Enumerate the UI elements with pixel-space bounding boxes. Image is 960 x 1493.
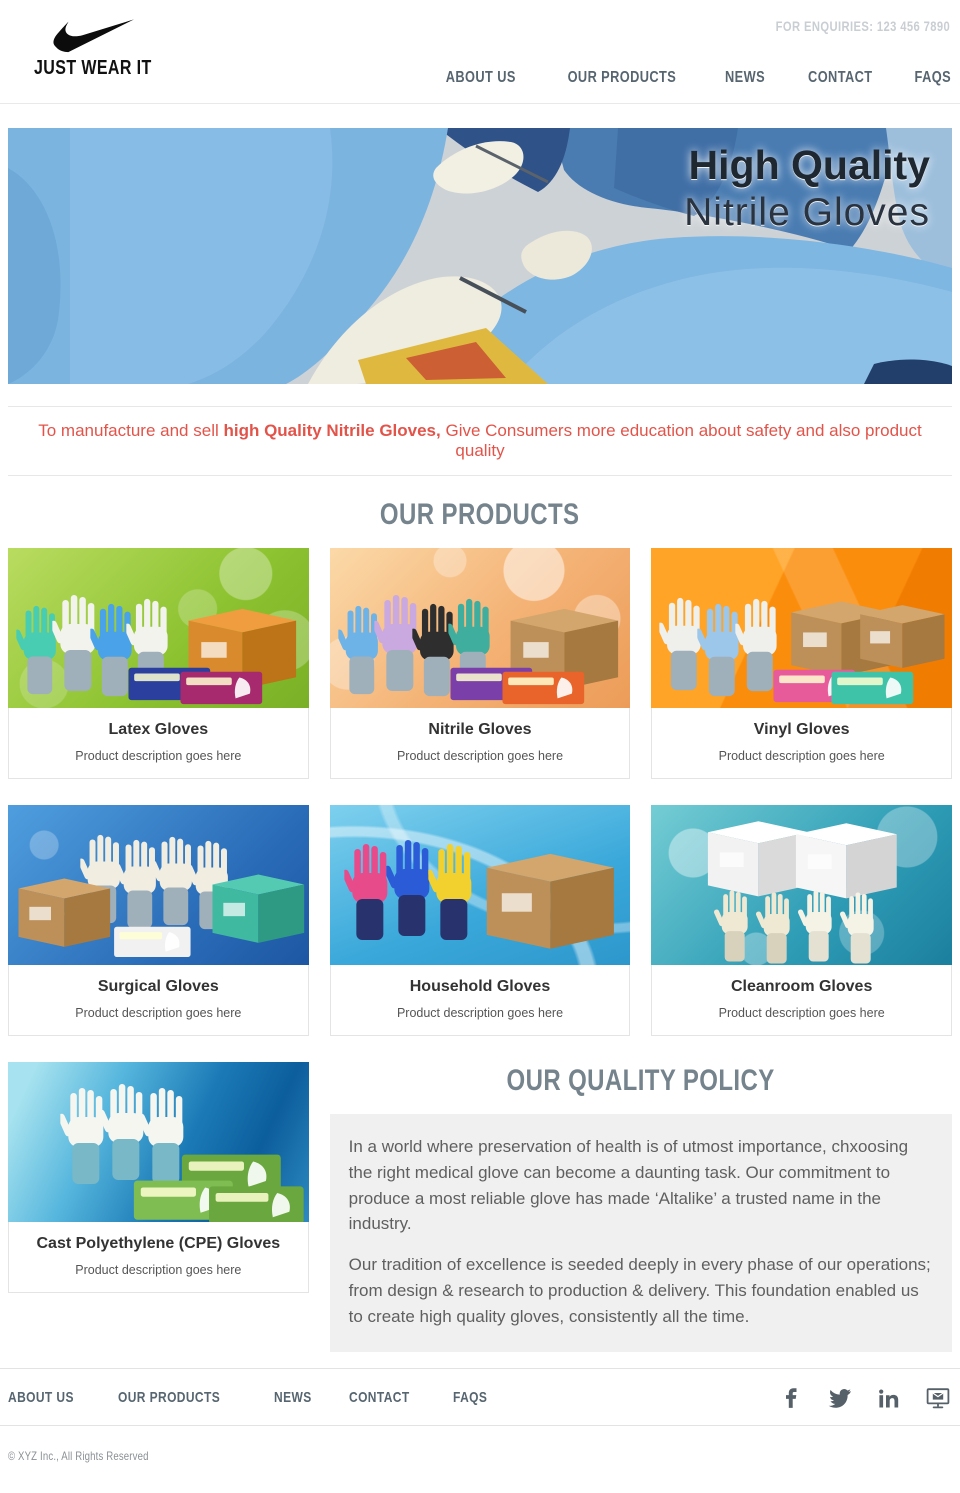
tagline-bar — [8, 406, 952, 476]
nav-about-us[interactable]: ABOUT US — [445, 69, 516, 86]
hero-banner — [8, 128, 952, 384]
footer — [0, 1368, 960, 1493]
footer-nav-faqs[interactable]: FAQS — [452, 1389, 488, 1407]
product-title: Latex Gloves — [108, 721, 209, 738]
nav-news[interactable]: NEWS — [724, 69, 765, 86]
footer-nav-news[interactable]: NEWS — [274, 1389, 312, 1407]
product-image-cpe-gloves — [8, 1062, 309, 1222]
footer-nav — [8, 1389, 496, 1406]
email-icon[interactable] — [926, 1386, 950, 1410]
hero-title-line2: Nitrile Gloves — [684, 191, 930, 234]
social-links — [779, 1386, 952, 1410]
quality-policy-box — [330, 1114, 952, 1352]
product-caption — [8, 708, 309, 779]
product-description: Product description goes here — [75, 1006, 242, 1020]
logo-text: JUST WEAR IT — [34, 57, 152, 79]
logo[interactable] — [34, 8, 181, 80]
product-title: Cleanroom Gloves — [730, 978, 873, 995]
product-image-latex-gloves — [8, 548, 309, 708]
nav-our-products[interactable]: OUR PRODUCTS — [567, 69, 677, 86]
product-card-vinyl-gloves[interactable] — [651, 548, 952, 779]
product-image-household-gloves — [330, 805, 631, 965]
enquiries-text: FOR ENQUIRIES: 123 456 7890 — [775, 18, 950, 34]
hero-text — [684, 142, 930, 235]
product-caption — [8, 1222, 309, 1293]
quality-policy-section — [330, 1062, 952, 1352]
product-image-nitrile-gloves — [330, 548, 631, 708]
gloves-and-boxes-illustration — [8, 1062, 309, 1222]
gloves-and-boxes-illustration — [330, 805, 631, 965]
hero-title-line1: High Quality — [688, 142, 930, 188]
gloves-and-boxes-illustration — [8, 805, 309, 965]
product-title: Household Gloves — [409, 978, 551, 995]
main-nav — [437, 69, 956, 87]
gloves-and-boxes-illustration — [8, 548, 309, 708]
header — [0, 0, 960, 104]
product-card-latex-gloves[interactable] — [8, 548, 309, 779]
product-description: Product description goes here — [718, 749, 885, 763]
products-grid — [8, 548, 952, 1352]
nav-faqs[interactable]: FAQS — [914, 69, 952, 86]
quality-policy-paragraph-2: Our tradition of excellence is seeded deeply in every phase of our operations; from design & research to production & delivery. This foundation enabled us to create high quality gloves, consistently all the time. — [348, 1255, 931, 1326]
product-image-vinyl-gloves — [651, 548, 952, 708]
product-image-cleanroom-gloves — [651, 805, 952, 965]
gloves-and-boxes-illustration — [651, 548, 952, 708]
product-description: Product description goes here — [396, 749, 564, 763]
quality-policy-heading: OUR QUALITY POLICY — [506, 1064, 775, 1097]
gloves-and-boxes-illustration — [330, 548, 631, 708]
products-heading: OUR PRODUCTS — [380, 498, 580, 531]
product-card-nitrile-gloves[interactable] — [330, 548, 631, 779]
product-caption — [330, 708, 631, 779]
tagline-prefix: To manufacture and sell — [38, 421, 224, 440]
linkedin-icon[interactable] — [877, 1386, 901, 1410]
product-image-surgical-gloves — [8, 805, 309, 965]
twitter-icon[interactable] — [828, 1386, 852, 1410]
product-title: Nitrile Gloves — [428, 721, 532, 738]
product-caption — [651, 965, 952, 1036]
product-caption — [8, 965, 309, 1036]
product-card-household-gloves[interactable] — [330, 805, 631, 1036]
copyright-text: © XYZ Inc., All Rights Reserved — [8, 1448, 149, 1463]
tagline-highlight: high Quality Nitrile Gloves, — [223, 421, 441, 440]
product-title: Vinyl Gloves — [753, 721, 850, 738]
nike-swoosh-icon — [34, 8, 152, 54]
product-description: Product description goes here — [75, 749, 242, 763]
footer-nav-contact[interactable]: CONTACT — [349, 1389, 410, 1407]
product-description: Product description goes here — [75, 1263, 242, 1277]
facebook-icon[interactable] — [779, 1386, 803, 1410]
product-card-surgical-gloves[interactable] — [8, 805, 309, 1036]
quality-policy-paragraph-1: In a world where preservation of health is of utmost importance, chxoosing the right medical glove can become a daunting task. Our commitment to produce a most reliable glove has made ‘Altalike’ a trusted name in the industry. — [348, 1137, 909, 1234]
product-title: Cast Polyethylene (CPE) Gloves — [36, 1235, 281, 1252]
product-description: Product description goes here — [718, 1006, 885, 1020]
footer-nav-our-products[interactable]: OUR PRODUCTS — [118, 1389, 221, 1407]
product-title: Surgical Gloves — [97, 978, 219, 995]
product-card-cpe-gloves[interactable] — [8, 1062, 309, 1352]
footer-main-row — [0, 1369, 960, 1426]
gloves-and-boxes-illustration — [651, 805, 952, 965]
product-description: Product description goes here — [396, 1006, 564, 1020]
product-caption — [651, 708, 952, 779]
product-caption — [330, 965, 631, 1036]
footer-nav-about-us[interactable]: ABOUT US — [8, 1389, 74, 1407]
product-card-cleanroom-gloves[interactable] — [651, 805, 952, 1036]
tagline-suffix: Give Consumers more education about safety and also product quality — [445, 421, 922, 460]
nav-contact[interactable]: CONTACT — [807, 69, 873, 86]
